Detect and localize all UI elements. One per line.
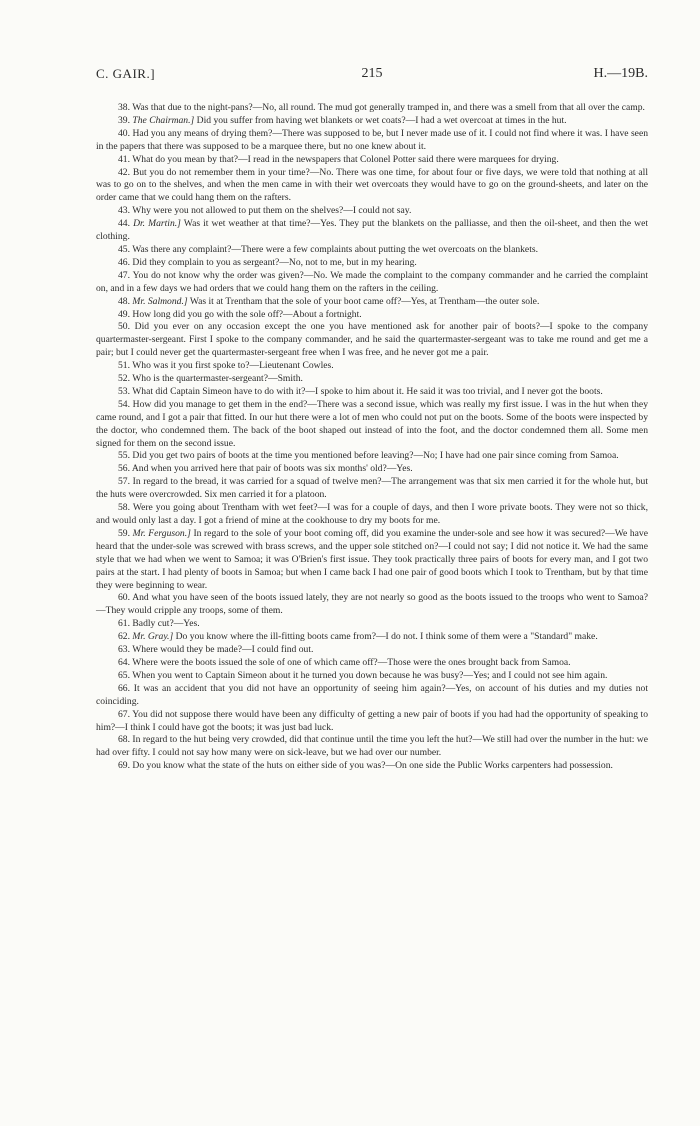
paragraph: [96, 450, 648, 463]
paragraph-text: Badly cut?—Yes.: [132, 618, 200, 630]
paragraph: [96, 528, 648, 593]
paragraph: [96, 399, 648, 451]
paragraph-text: How long did you go with the sole off?—About a fortnight.: [132, 308, 362, 320]
speaker-label: The Chairman.]: [132, 114, 195, 126]
paragraph-text: Did you suffer from having wet blankets or wet coats?—I had a wet overcoat at times in the hut.: [196, 114, 567, 126]
paragraph: [96, 618, 648, 631]
paragraph-text: Did they complain to you as sergeant?—No, not to me, but in my hearing.: [132, 256, 417, 268]
paragraph: [96, 463, 648, 476]
paragraph-text: Why were you not allowed to put them on the shelves?—I could not say.: [132, 205, 412, 217]
paragraph: [96, 296, 648, 309]
paragraph-text: What did Captain Simeon have to do with it?—I spoke to him about it. He said it was too trivial, and I never got the boots.: [132, 385, 603, 397]
paragraph: [96, 360, 648, 373]
question-number: 40.: [118, 127, 130, 139]
paragraph-text: And when you arrived here that pair of boots was six months' old?—Yes.: [131, 463, 413, 475]
question-number: 46.: [118, 256, 130, 268]
paragraph-text: Do you know what the state of the huts on either side of you was?—On one side the Public Works carpenters had possession.: [132, 760, 613, 772]
paragraph-text: You did not suppose there would have been any difficulty of getting a new pair of boots if you had had the opportunity of speaking to him?—I think I could have got the boots; it was just bad luck.: [96, 708, 648, 733]
paragraph: [96, 734, 648, 760]
paragraph-text: In regard to the hut being very crowded, did that continue until the time you left the hut?—We still had over the number in the hut: we had over fifty. I could not say how many were on sick-leave, but we had over our number.: [96, 734, 648, 759]
question-number: 55.: [118, 450, 130, 462]
question-number: 39.: [118, 114, 130, 126]
paragraph-text: Where would they be made?—I could find out.: [132, 644, 314, 656]
question-number: 58.: [118, 502, 130, 514]
paragraph-text: Who is the quartermaster-sergeant?—Smith.: [132, 373, 303, 385]
paragraph: [96, 683, 648, 709]
paragraph-text: You do not know why the order was given?—No. We made the complaint to the company commander and he carried the complaint on, and in a few days we had orders that we could hang them on the rafters in the ceiling.: [96, 269, 648, 294]
question-number: 43.: [118, 205, 130, 217]
paragraph: [96, 309, 648, 322]
paragraph: [96, 592, 648, 618]
speaker-label: Mr. Gray.]: [132, 631, 174, 643]
question-number: 38.: [118, 102, 130, 113]
paragraph: [96, 476, 648, 502]
speaker-label: Mr. Salmond.]: [132, 295, 188, 307]
paragraph: [96, 154, 648, 167]
question-number: 54.: [118, 398, 130, 410]
paragraph: [96, 709, 648, 735]
paragraph-text: Who was it you first spoke to?—Lieutenant Cowles.: [132, 360, 334, 372]
paragraph: [96, 657, 648, 670]
question-number: 63.: [118, 644, 130, 656]
paragraph: [96, 386, 648, 399]
paragraph: [96, 644, 648, 657]
paragraph: [96, 670, 648, 683]
question-number: 44.: [118, 218, 130, 230]
question-number: 65.: [118, 669, 130, 681]
question-number: 57.: [118, 476, 130, 488]
page-number: 215: [361, 66, 383, 81]
paragraph: [96, 128, 648, 154]
paragraph: [96, 373, 648, 386]
question-number: 45.: [118, 243, 130, 255]
paragraph-text: Was there any complaint?—There were a few complaints about putting the wet overcoats on the blankets.: [132, 243, 538, 255]
question-number: 56.: [118, 463, 130, 475]
paragraph: [96, 244, 648, 257]
paragraph: [96, 218, 648, 244]
paragraph-text: In regard to the sole of your boot coming off, did you examine the under-sole and see how it was secured?—We have heard that the under-sole was screwed with brass screws, and the upper sole stitched on?—I could not say; I did not notice it. We had the same style that we had when we went to Samoa; it was O'Brien's first issue. They took practically three pairs of boots for every man, and I got two pairs at the start. I had plenty of boots in Samoa; but when I came back I had one pair of good boots which I took to Trentham, but by that time they were beginning to wear.: [96, 527, 648, 591]
question-number: 48.: [118, 295, 130, 307]
header-right: H.—19B.: [593, 66, 648, 81]
paragraph-text: Were you going about Trentham with wet feet?—I was for a couple of days, and then I wore private boots. They were not so thick, and would only last a day. I got a friend of mine at the cookhouse to dry my boots for me.: [96, 502, 648, 526]
paragraph: [96, 102, 648, 115]
paragraph: [96, 205, 648, 218]
paragraph-text: And what you have seen of the boots issued lately, they are not nearly so good as the boots issued to the troops who went to Samoa?—They would cripple any troops, some of them.: [96, 592, 649, 617]
question-number: 60.: [118, 592, 130, 604]
paragraph-text: Was it wet weather at that time?—Yes. They put the blankets on the palliasse, and then the oil-sheet, and then the wet clothing.: [96, 218, 648, 243]
paragraph: [96, 270, 648, 296]
document-body: [96, 102, 648, 773]
paragraph: [96, 502, 648, 528]
question-number: 41.: [118, 153, 130, 165]
paragraph-text: Did you ever on any occasion except the one you have mentioned ask for another pair of boots?—I spoke to the company quartermaster-sergeant. First I spoke to the company commander, and he said the quartermaster-sergeant was to take me round and get me a pair; but I could never get the quartermaster-sergeant free when I was free, and he never got me a pair.: [96, 321, 648, 359]
paragraph-text: Do you know where the ill-fitting boots came from?—I do not. I think some of them were a "Standard" make.: [175, 631, 598, 643]
paragraph-text: Was it at Trentham that the sole of your boot came off?—Yes, at Trentham—the outer sole.: [189, 295, 540, 307]
paragraph-text: What do you mean by that?—I read in the newspapers that Colonel Potter said there were marquees for drying.: [132, 153, 559, 165]
question-number: 62.: [118, 631, 130, 643]
question-number: 49.: [118, 308, 130, 320]
question-number: 66.: [118, 682, 130, 694]
question-number: 59.: [118, 527, 130, 539]
paragraph-text: Did you get two pairs of boots at the time you mentioned before leaving?—No; I have had one pair since coming from Samoa.: [132, 450, 619, 462]
question-number: 61.: [118, 618, 130, 630]
question-number: 64.: [118, 656, 130, 668]
paragraph-text: When you went to Captain Simeon about it he turned you down because he was busy?—Yes; and I could not see him again.: [132, 669, 608, 681]
paragraph-text: But you do not remember them in your time?—No. There was one time, for about four or five days, we were told that nothing at all was to go on to the shelves, and when the men came in with their wet overcoats they would have to go on the ground-sheets, and later on the order came that we could hang them on the rafters.: [96, 166, 648, 204]
paragraph-text: It was an accident that you did not have an opportunity of seeing him again?—Yes, on account of his duties and my duties not coinciding.: [96, 682, 648, 707]
paragraph-text: How did you manage to get them in the end?—There was a second issue, which was really my first issue. I was in the hut when they came round, and I got a pair that fitted. In our hut there were a lot of men who could not put on the boots. Some of the boots were inspected by the doctor, who condemned them. The back of the boot shaped out instead of into the foot, and the doctor condemned them all. Some men signed for them on the second issue.: [96, 398, 648, 449]
paragraph: [96, 321, 648, 360]
question-number: 51.: [118, 360, 130, 372]
speaker-label: Dr. Martin.]: [133, 218, 181, 230]
question-number: 67.: [118, 708, 130, 720]
question-number: 53.: [118, 385, 130, 397]
paragraph: [96, 167, 648, 206]
question-number: 52.: [118, 373, 130, 385]
paragraph: [96, 257, 648, 270]
paragraph: [96, 760, 648, 773]
paragraph: [96, 115, 648, 128]
question-number: 47.: [118, 269, 130, 281]
speaker-label: Mr. Ferguson.]: [132, 527, 191, 539]
page-header: [96, 66, 648, 82]
question-number: 68.: [118, 734, 130, 746]
paragraph-text: In regard to the bread, it was carried for a squad of twelve men?—The arrangement was that six men carried it for the whole hut, but the huts were overcrowded. Six men carried it for a platoon.: [96, 476, 648, 501]
question-number: 69.: [118, 760, 130, 772]
paragraph-text: Had you any means of drying them?—There was supposed to be, but I never made use of it. I could not find where it was. I have seen in the papers that there was supposed to be a marquee there, but no one knew about it.: [96, 127, 648, 152]
question-number: 50.: [118, 321, 130, 333]
paragraph-text: Where were the boots issued the sole of one of which came off?—Those were the ones brought back from Samoa.: [132, 656, 571, 668]
header-left: C. GAIR.]: [96, 66, 156, 81]
paragraph-text: Was that due to the night-pans?—No, all round. The mud got generally tramped in, and there was a smell from that all over the camp.: [132, 102, 645, 113]
question-number: 42.: [118, 166, 130, 178]
paragraph: [96, 631, 648, 644]
